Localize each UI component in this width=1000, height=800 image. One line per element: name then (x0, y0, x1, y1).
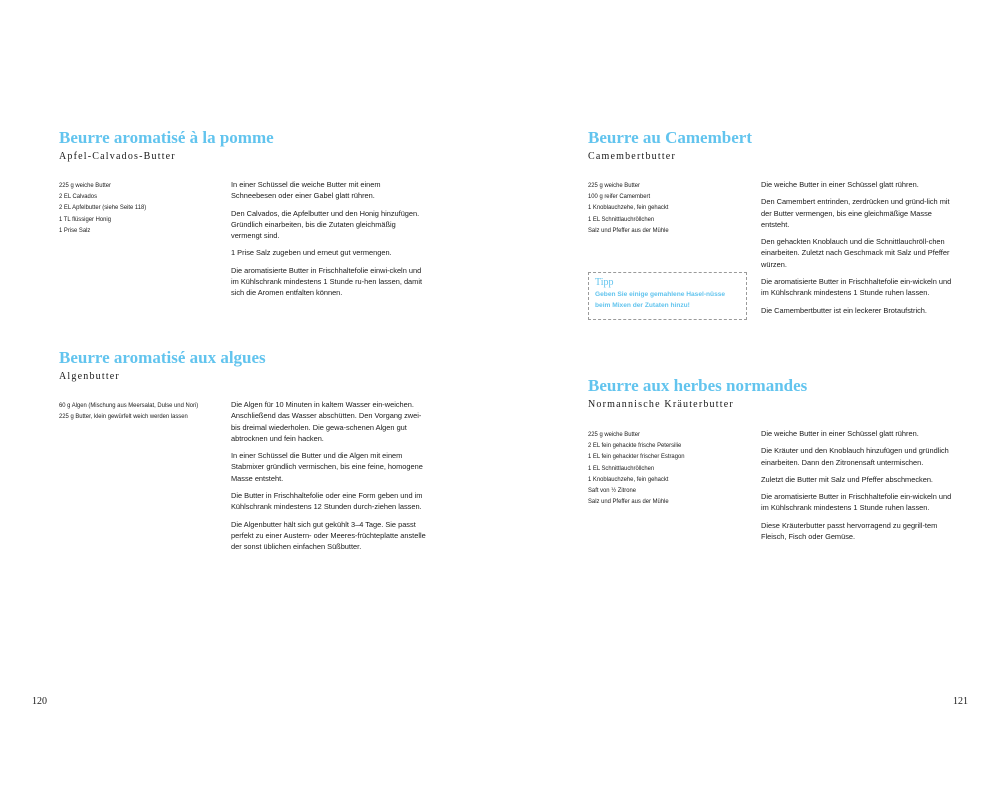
recipe-title: Beurre aromatisé à la pomme (59, 128, 274, 147)
ingredient: 225 g weiche Butter (59, 182, 111, 189)
ingredient: Saft von ½ Zitrone (588, 487, 637, 495)
step: Die aromatisierte Butter in Frischhaltefolie ein-wickeln und im Kühlschrank mindestens 1 Stunde ruhen lassen. (761, 492, 952, 513)
recipe-title: Beurre au Camembert (588, 128, 752, 147)
step: Die Kräuter und den Knoblauch hinzufügen und gründlich einarbeiten. Dann den Zitronensaft untermischen. (761, 446, 949, 467)
recipe-herb-butter (588, 376, 807, 411)
recipe-steps (761, 179, 953, 322)
ingredient-list (588, 180, 669, 236)
recipe-title: Beurre aux herbes normandes (588, 376, 808, 395)
recipe-subtitle: Camembertbutter (588, 151, 676, 162)
ingredient: 1 Knoblauchzehe, fein gehackt (588, 204, 669, 212)
step: Die weiche Butter in einer Schüssel glatt rühren. (761, 180, 919, 189)
step: Die Camembertbutter ist ein leckerer Brotaufstrich. (761, 305, 927, 315)
tip-title: Tipp (595, 277, 614, 288)
ingredient: 1 Knoblauchzehe, fein gehackt (588, 475, 669, 483)
ingredient: 2 EL Apfelbutter (siehe Seite 118) (59, 204, 147, 212)
step: Diese Kräuterbutter passt hervorragend zu gegrill-tem Fleisch, Fisch oder Gemüse. (761, 520, 938, 542)
ingredient: 1 EL Schnittlauchröllchen (588, 215, 655, 223)
ingredient: 1 EL fein gehackter frischer Estragon (588, 453, 685, 461)
step: Den Calvados, die Apfelbutter und den Honig hinzufügen. Gründlich einarbeiten, bis die Zutaten gleichmäßig vermengt sind. (231, 208, 420, 241)
ingredient: 225 g weiche Butter (588, 182, 640, 189)
recipe-apple-calvados (59, 128, 274, 163)
ingredient-list (59, 400, 198, 422)
ingredient: Salz und Pfeffer aus der Mühle (588, 226, 669, 234)
recipe-subtitle: Normannische Kräuterbutter (588, 399, 734, 410)
page-number: 120 (32, 696, 47, 707)
recipe-steps (231, 179, 426, 305)
step: Die Butter in Frischhaltefolie oder eine Form geben und im Kühlschrank mindestens 12 Stunden durch-ziehen lassen. (231, 491, 423, 512)
recipe-title: Beurre aromatisé aux algues (59, 348, 266, 367)
ingredient: 60 g Algen (Mischung aus Meersalat, Dulse und Nori) (59, 402, 199, 409)
ingredient: 1 TL flüssiger Honig (59, 215, 111, 223)
right-page (500, 0, 1000, 800)
step: Die aromatisierte Butter in Frischhaltefolie einwi-ckeln und im Kühlschrank mindestens 1 Stunde ru-hen lassen, damit sich die Aromen entfalten können. (231, 265, 423, 298)
recipe-steps (231, 399, 426, 559)
step: Die Algenbutter hält sich gut gekühlt 3–4 Tage. Sie passt perfekt zu einer Austern- oder Meeres-früchteplatte anstelle der sonst üblichen einfachen Süßbutter. (231, 519, 426, 552)
ingredient: 2 EL Calvados (59, 193, 98, 201)
tip-text: Geben Sie einige gemahlene Hasel-nüsse beim Mixen der Zutaten hinzu! (595, 291, 726, 309)
tip-box (588, 272, 747, 320)
ingredient-list (588, 429, 685, 507)
step: Den Camembert entrinden, zerdrücken und gründ-lich mit der Butter vermengen, bis eine gleichmäßige Masse entsteht. (761, 197, 950, 229)
ingredient: 100 g reifer Camembert (588, 193, 651, 201)
step: Die aromatisierte Butter in Frischhaltefolie ein-wickeln und im Kühlschrank mindestens 1 Stunde ruhen lassen. (761, 277, 952, 298)
ingredient-list (59, 180, 146, 236)
ingredient: Salz und Pfeffer aus der Mühle (588, 498, 669, 506)
step: Die Algen für 10 Minuten in kaltem Wasser ein-weichen. Anschließend das Wasser abschütten. Den Vorgang zwei- bis dreimal wiederholen. Die gewa-schenen Algen gut abtrocknen und fein hacken. (231, 400, 422, 443)
ingredient: 2 EL fein gehackte frische Petersilie (588, 442, 682, 450)
ingredient: 225 g weiche Butter (588, 431, 640, 438)
step: In einer Schüssel die Butter und die Algen mit einem Stabmixer gründlich vermischen, bis eine feine, homogene Masse entsteht. (231, 451, 423, 483)
recipe-subtitle: Algenbutter (59, 371, 120, 382)
step: Die weiche Butter in einer Schüssel glatt rühren. (761, 429, 919, 438)
ingredient: 1 Prise Salz (59, 226, 91, 234)
ingredient: 225 g Butter, klein gewürfelt weich werden lassen (59, 413, 188, 421)
step: Den gehackten Knoblauch und die Schnittlauchröll-chen einarbeiten. Zuletzt nach Geschmack mit Salz und Pfeffer würzen. (761, 237, 950, 269)
step: In einer Schüssel die weiche Butter mit einem Schneebesen oder einer Gabel glatt rühren. (231, 180, 381, 201)
recipe-camembert-butter (588, 128, 752, 163)
recipe-subtitle: Apfel-Calvados-Butter (59, 151, 176, 162)
step: Zuletzt die Butter mit Salz und Pfeffer abschmecken. (761, 474, 933, 484)
recipe-algae-butter (59, 348, 266, 383)
step: 1 Prise Salz zugeben und erneut gut vermengen. (231, 248, 392, 258)
ingredient: 1 EL Schnittlauchröllchen (588, 464, 655, 472)
recipe-steps (761, 428, 953, 548)
page-number: 121 (953, 696, 968, 707)
